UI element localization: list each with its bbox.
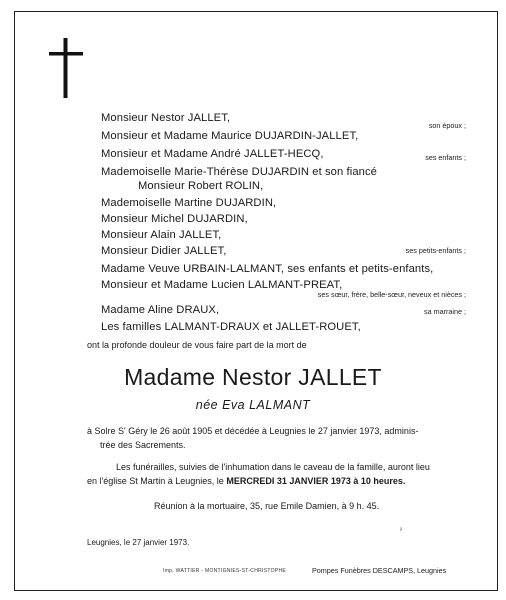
relation-children: ses enfants ;: [425, 153, 466, 162]
family-line-13: Les familles LALMANT-DRAUX et JALLET-ROUET,: [101, 321, 361, 333]
intro-line: ont la profonde douleur de vous faire part de la mort de: [87, 340, 307, 350]
family-line-6: Mademoiselle Martine DUJARDIN,: [101, 197, 277, 209]
family-line-9: Monsieur Didier JALLET,: [101, 245, 227, 257]
family-line-3: Monsieur et Madame André JALLET-HECQ,: [101, 148, 324, 160]
family-line-8: Monsieur Alain JALLET,: [101, 229, 222, 241]
funeral-date: MERCREDI 31 JANVIER 1973 à 10 heures.: [226, 476, 406, 486]
relation-siblings: ses sœur, frère, belle-sœur, neveux et nièces ;: [317, 290, 466, 299]
family-line-10: Madame Veuve URBAIN-LALMANT, ses enfants et petits-enfants,: [101, 263, 434, 275]
family-line-2: Monsieur et Madame Maurice DUJARDIN-JALLET,: [101, 130, 359, 142]
family-line-7: Monsieur Michel DUJARDIN,: [101, 213, 248, 225]
funeral-line-2: [87, 476, 405, 486]
family-line-11: Monsieur et Madame Lucien LALMANT-PREAT,: [101, 279, 343, 291]
reunion-line: Réunion à la mortuaire, 35, rue Emile Damien, à 9 h. 45.: [154, 501, 380, 511]
relation-spouse: son époux ;: [428, 121, 466, 130]
relation-godmother: sa marraine ;: [424, 307, 466, 316]
family-line-4: Mademoiselle Marie-Thérèse DUJARDIN et son fiancé: [101, 166, 377, 178]
funeral-home: Pompes Funèbres DESCAMPS, Leugnies: [312, 566, 447, 575]
printer-credit: Imp. WATTIER - MONTIGNIES-ST-CHRISTOPHE: [163, 568, 286, 574]
deceased-name: Madame Nestor JALLET: [124, 364, 382, 390]
funeral-place: en l'église St Martin à Leugnies, le: [87, 476, 224, 486]
cross-icon: [48, 36, 84, 100]
funeral-line-1: Les funérailles, suivies de l'inhumation dans le caveau de la famille, auront lieu: [116, 462, 430, 472]
relation-grandchildren: ses petits-enfants ;: [405, 246, 466, 255]
maiden-name: née Eva LALMANT: [195, 398, 311, 412]
family-line-1: Monsieur Nestor JALLET,: [101, 112, 231, 124]
small-mark: ²: [400, 528, 402, 534]
birth-death-line-1: à Solre S' Géry le 26 août 1905 et décédée à Leugnies le 27 janvier 1973, adminis-: [87, 426, 419, 436]
birth-death-line-2: trée des Sacrements.: [100, 440, 186, 450]
place-date: Leugnies, le 27 janvier 1973.: [87, 538, 190, 547]
family-line-5: Monsieur Robert ROLIN,: [138, 180, 264, 192]
family-line-12: Madame Aline DRAUX,: [101, 304, 220, 316]
